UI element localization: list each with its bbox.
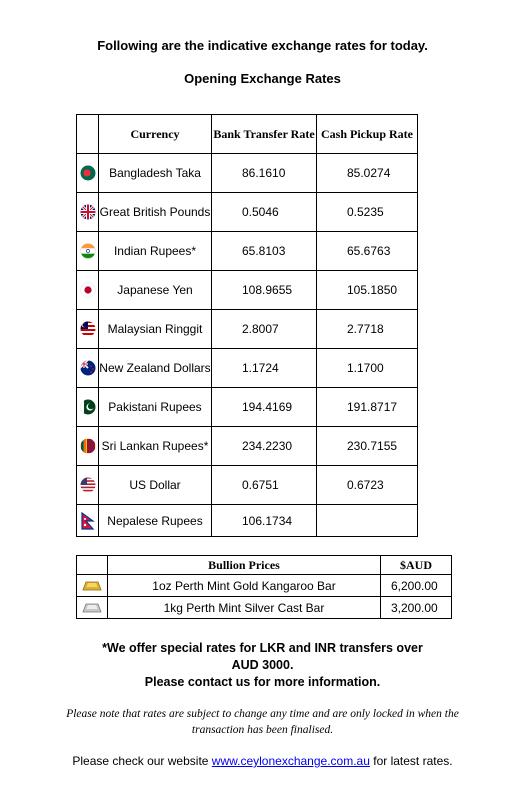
table-row — [77, 349, 418, 388]
bank-transfer-rate: 194.4169 — [212, 388, 317, 427]
currency-name: Sri Lankan Rupees* — [99, 427, 212, 466]
uk-flag-icon — [77, 193, 99, 232]
currency-name: Indian Rupees* — [99, 232, 212, 271]
currency-name: US Dollar — [99, 466, 212, 505]
icon-column-header — [77, 556, 108, 575]
currency-name: New Zealand Dollars — [99, 349, 212, 388]
cash-pickup-rate: 0.6723 — [317, 466, 418, 505]
bank-transfer-column-header: Bank Transfer Rate — [212, 115, 317, 154]
website-note — [0, 754, 525, 768]
cash-pickup-rate: 85.0274 — [317, 154, 418, 193]
bank-transfer-rate: 0.6751 — [212, 466, 317, 505]
table-row — [77, 310, 418, 349]
table-row — [77, 505, 418, 537]
cash-pickup-rate: 2.7718 — [317, 310, 418, 349]
bank-transfer-rate: 65.8103 — [212, 232, 317, 271]
india-flag-icon — [77, 232, 99, 271]
bangladesh-flag-icon — [77, 154, 99, 193]
table-header-row — [77, 556, 452, 575]
cash-pickup-rate — [317, 505, 418, 537]
silver-bar-icon — [77, 597, 108, 619]
bank-transfer-rate: 0.5046 — [212, 193, 317, 232]
website-prefix: Please check our website — [72, 754, 209, 768]
currency-name: Pakistani Rupees — [99, 388, 212, 427]
cash-pickup-rate: 230.7155 — [317, 427, 418, 466]
table-row — [77, 154, 418, 193]
pakistan-flag-icon — [77, 388, 99, 427]
currency-column-header: Currency — [99, 115, 212, 154]
table-row — [77, 427, 418, 466]
page-title: Following are the indicative exchange rates for today. — [97, 38, 428, 53]
sri-lanka-flag-icon — [77, 427, 99, 466]
bullion-prices-table — [76, 555, 452, 619]
bullion-item: 1kg Perth Mint Silver Cast Bar — [108, 597, 381, 619]
price-column-header: $AUD — [381, 556, 452, 575]
bullion-price: 3,200.00 — [381, 597, 452, 619]
page-subtitle: Opening Exchange Rates — [184, 71, 341, 86]
exchange-rates-table — [76, 114, 418, 537]
malaysia-flag-icon — [77, 310, 99, 349]
table-row — [77, 466, 418, 505]
cash-pickup-column-header: Cash Pickup Rate — [317, 115, 418, 154]
gold-bar-icon — [77, 575, 108, 597]
table-row — [77, 232, 418, 271]
disclaimer — [0, 706, 525, 738]
table-header-row — [77, 115, 418, 154]
bank-transfer-rate: 106.1734 — [212, 505, 317, 537]
currency-name: Bangladesh Taka — [99, 154, 212, 193]
currency-name: Japanese Yen — [99, 271, 212, 310]
disclaimer-line: transaction has been finalised. — [191, 724, 334, 736]
cash-pickup-rate: 191.8717 — [317, 388, 418, 427]
currency-name: Nepalese Rupees — [99, 505, 212, 537]
bullion-price: 6,200.00 — [381, 575, 452, 597]
bullion-column-header: Bullion Prices — [108, 556, 381, 575]
currency-name: Great British Pounds — [99, 193, 212, 232]
bank-transfer-rate: 86.1610 — [212, 154, 317, 193]
bank-transfer-rate: 108.9655 — [212, 271, 317, 310]
website-suffix: for latest rates. — [373, 754, 453, 768]
bullion-item: 1oz Perth Mint Gold Kangaroo Bar — [108, 575, 381, 597]
table-row — [77, 597, 452, 619]
cash-pickup-rate: 105.1850 — [317, 271, 418, 310]
table-row — [77, 271, 418, 310]
usa-flag-icon — [77, 466, 99, 505]
bank-transfer-rate: 234.2230 — [212, 427, 317, 466]
japan-flag-icon — [77, 271, 99, 310]
table-row — [77, 193, 418, 232]
special-rates-line: *We offer special rates for LKR and INR transfers over — [102, 641, 423, 655]
table-row — [77, 575, 452, 597]
bank-transfer-rate: 1.1724 — [212, 349, 317, 388]
cash-pickup-rate: 1.1700 — [317, 349, 418, 388]
bank-transfer-rate: 2.8007 — [212, 310, 317, 349]
special-rates-line: AUD 3000. — [231, 658, 294, 672]
new-zealand-flag-icon — [77, 349, 99, 388]
disclaimer-line: Please note that rates are subject to change any time and are only locked in when the — [66, 708, 459, 720]
nepal-flag-icon — [77, 505, 99, 537]
flag-column-header — [77, 115, 99, 154]
website-link[interactable]: www.ceylonexchange.com.au — [211, 754, 370, 768]
table-row — [77, 388, 418, 427]
cash-pickup-rate: 0.5235 — [317, 193, 418, 232]
special-rates-note — [0, 640, 525, 691]
contact-line: Please contact us for more information. — [144, 675, 381, 689]
currency-name: Malaysian Ringgit — [99, 310, 212, 349]
cash-pickup-rate: 65.6763 — [317, 232, 418, 271]
